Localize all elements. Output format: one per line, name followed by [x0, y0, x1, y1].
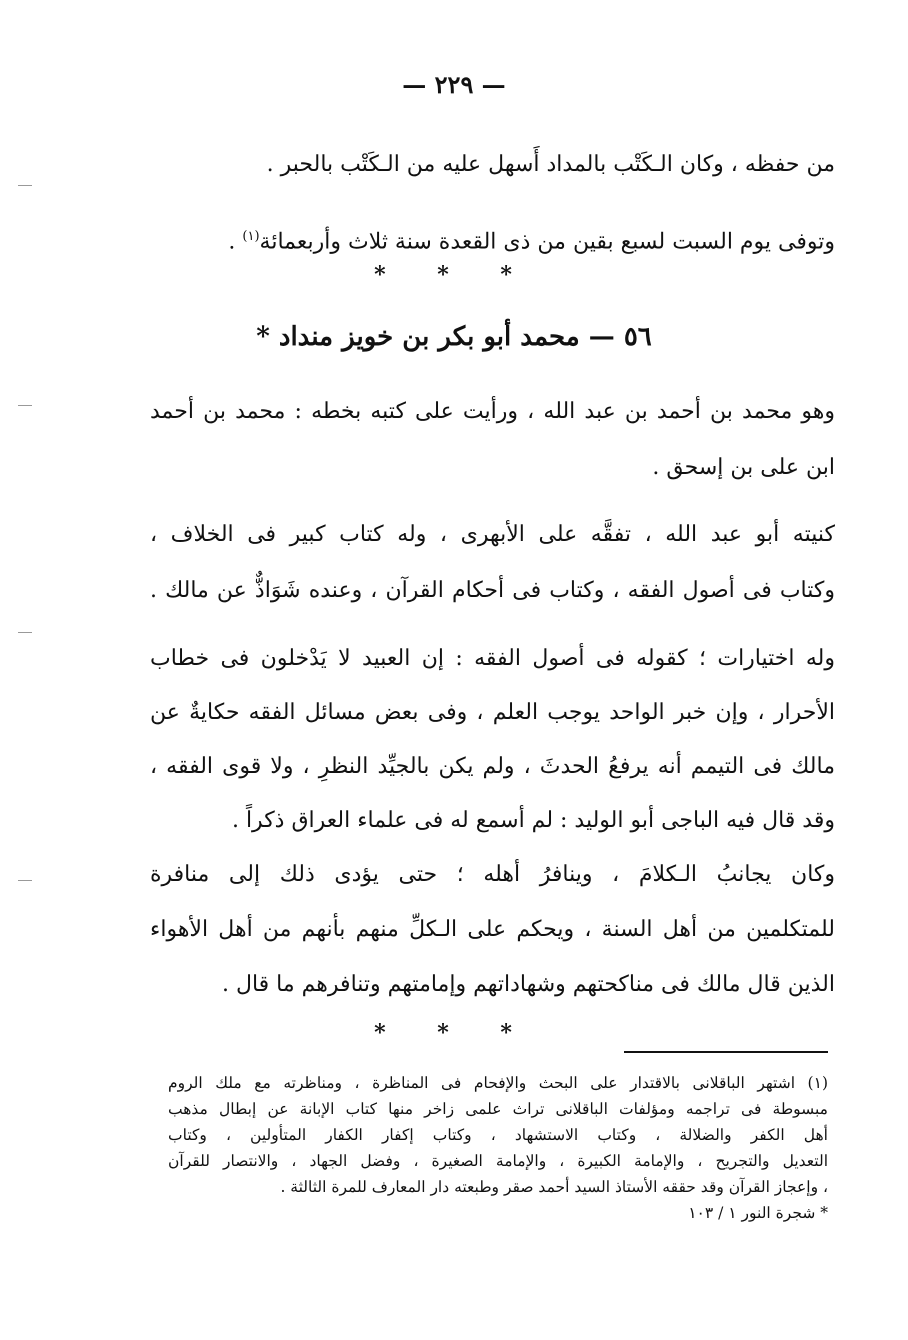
intro-line-2	[150, 220, 835, 259]
footnote-line: (١) اشتهر الباقلانى بالاقتدار على البحث والإفحام فى المناظرة ، ومناظرته مع ملك الروم	[168, 1074, 828, 1092]
paragraph-line: وهو محمد بن أحمد بن عبد الله ، ورأيت على كتبه بخطه : محمد بن أحمد	[150, 399, 835, 424]
section-divider-stars: * * *	[374, 262, 534, 288]
paragraph-line: مالك فى التيمم أنه يرفعُ الحدثَ ، ولم يكن بالجيِّد النظرِ ، ولا قوى الفقه ،	[150, 754, 835, 779]
intro-line-2-text: وتوفى يوم السبت لسبع بقين من ذى القعدة سنة ثلاث وأربعمائة	[259, 229, 835, 255]
footnote-line: ، وإعجاز القرآن وقد حققه الأستاذ السيد أحمد صقر وطبعته دار المعارف للمرة الثالثة .	[280, 1178, 828, 1196]
margin-mark	[18, 880, 32, 881]
intro-line-1: من حفظه ، وكان الـكَتْب بالمداد أَسهل عليه من الـكَتْب بالحبر .	[266, 152, 835, 177]
page-number: — ٢٢٩ —	[402, 70, 506, 99]
section-divider-stars: * * *	[374, 1020, 534, 1046]
paragraph-line: ابن على بن إسحق .	[652, 455, 835, 480]
footnote-reference[interactable]: (١)	[242, 229, 260, 244]
paragraph-line: كنيته أبو عبد الله ، تفقَّه على الأبهرى ، وله كتاب كبير فى الخلاف ،	[150, 522, 835, 547]
footnote-line: * شجرة النور ١ / ١٠٣	[688, 1204, 828, 1222]
paragraph-line: وكتاب فى أصول الفقه ، وكتاب فى أحكام القرآن ، وعنده شَوَاذٌّ عن مالك .	[150, 578, 835, 603]
paragraph-line: وكان يجانبُ الـكلامَ ، وينافرُ أهله ؛ حتى يؤدى ذلك إلى منافرة	[150, 862, 835, 887]
footnote-line: أهل الكفر والضلالة ، وكتاب الاستشهاد ، وكتاب إكفار الكفار المتأولين ، وكتاب	[168, 1126, 828, 1144]
footnote-line: مبسوطة فى تراجمه ومؤلفات الباقلانى تراث علمى زاخر منها كتاب الإبانة عن إبطال مذهب	[168, 1100, 828, 1118]
footnote-separator	[624, 1051, 828, 1053]
intro-line-2-end: .	[228, 229, 243, 255]
entry-heading: ٥٦ — محمد أبو بكر بن خويز منداد *	[256, 322, 652, 352]
footnote-line: التعديل والتجريح ، والإمامة الكبيرة ، والإمامة الصغيرة ، وفضل الجهاد ، والانتصار للقرآن	[168, 1152, 828, 1170]
paragraph-line: وقد قال فيه الباجى أبو الوليد : لم أسمع له فى علماء العراق ذكراً .	[231, 808, 835, 833]
margin-mark	[18, 632, 32, 633]
paragraph-line: للمتكلمين من أهل السنة ، ويحكم على الـكلِّ منهم بأنهم من أهل الأهواء	[150, 917, 835, 942]
margin-mark	[18, 185, 32, 186]
paragraph-line: الذين قال مالك فى مناكحتهم وشهاداتهم وإمامتهم وتنافرهم ما قال .	[222, 972, 835, 997]
margin-mark	[18, 405, 32, 406]
paragraph-line: الأحرار ، وإن خبر الواحد يوجب العلم ، وفى بعض مسائل الفقه حكايةٌ عن	[150, 700, 835, 725]
paragraph-line: وله اختيارات ؛ كقوله فى أصول الفقه : إن العبيد لا يَدْخلون فى خطاب	[150, 646, 835, 671]
